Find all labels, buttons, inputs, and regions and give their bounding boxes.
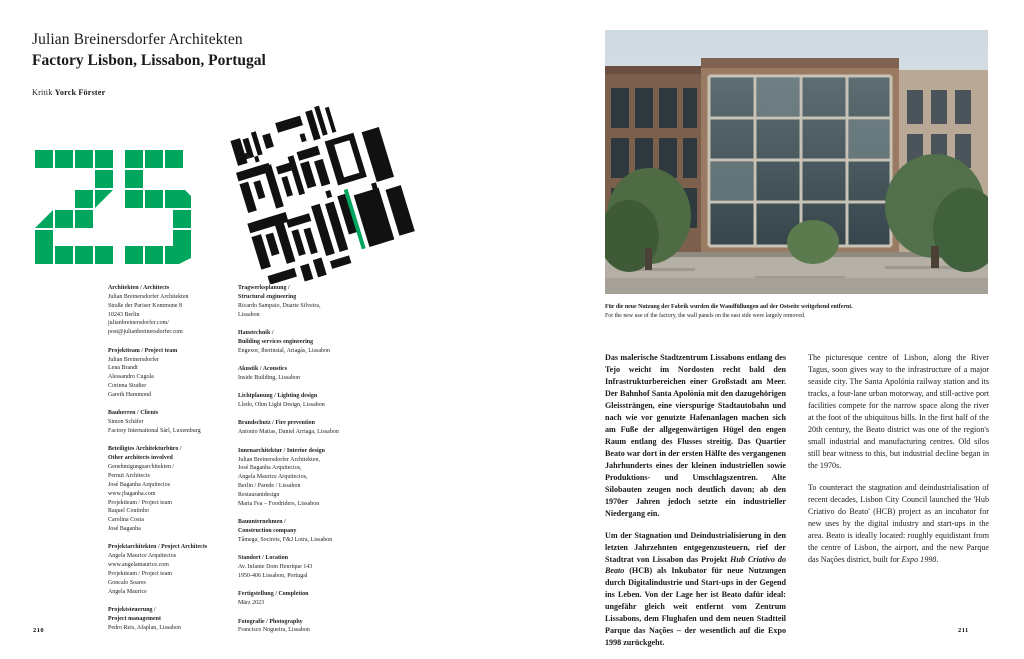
credit-group [108, 409, 220, 436]
credit-line: Lena Brandt [108, 365, 138, 372]
credit-line: Projektteam / Project team [108, 499, 172, 506]
credit-line: Corinna Studier [108, 383, 147, 390]
expo-italic-en: Expo 1998 [901, 554, 937, 564]
credit-group [238, 618, 350, 636]
credit-line: José Baganha Arquitectos [108, 481, 171, 488]
credit-heading: Other architects involved [108, 455, 173, 462]
credit-line: Angela Maurice Arquitectos [108, 553, 177, 560]
credit-line: Marta Fea – Foodriders, Lissabon [238, 500, 320, 507]
credit-heading: Akustik / Acoustics [238, 366, 288, 373]
page-number-left: 210 [33, 627, 45, 634]
title-block [32, 30, 452, 97]
paragraph-en-2 [808, 482, 989, 566]
credit-line: Julian Breinersdorfer Architekten [108, 293, 189, 300]
credit-line: Julian Breinersdorfer [108, 356, 159, 363]
credit-line: Lissabon [238, 311, 260, 318]
credit-line: Permit Architects [108, 472, 150, 479]
paragraph-en-2-part-b: . [936, 554, 939, 564]
critic-name: Yorck Förster [54, 87, 106, 97]
credit-heading: Lichtplanung / Lighting design [238, 393, 318, 400]
credit-line: Raquel Coutinho [108, 508, 149, 515]
credits-column-1 [108, 284, 220, 642]
site-plan-diagram [222, 104, 427, 284]
credit-group [238, 518, 350, 545]
architect-name: Julian Breinersdorfer Architekten [32, 31, 243, 48]
credit-line: www.jbaganha.com [108, 490, 156, 497]
text-column-en [808, 352, 989, 575]
credit-line: Goncalo Soares [108, 579, 146, 586]
credit-line: Tâmega, Socireis, F&J Lotra, Lissabon [238, 536, 333, 543]
credit-line: José Baganha Arquitectos, [238, 465, 302, 472]
credit-heading: Innenarchitektur / Interior design [238, 447, 325, 454]
text-column-de [605, 352, 786, 659]
credit-group [238, 392, 350, 410]
paragraph-de-2-part-a: Um der Stagnation und Deindustrialisierung in den letzten Jahrzehnten entgegenzusteuern, rief der Stadtrat von Lissabon das Projekt [605, 530, 786, 564]
critic-label: Kritik [32, 87, 53, 97]
credit-line: Antonio Matias, Daniel Arriaga, Lissabon [238, 429, 339, 436]
credit-group [108, 606, 220, 633]
credit-heading: Projektsteuerung / [108, 607, 156, 614]
credit-line: 10243 Berlin [108, 311, 140, 318]
credits-block [108, 284, 448, 645]
credit-line: Angela Maurice [108, 588, 147, 595]
paragraph-en-1: The picturesque centre of Lisbon, along the River Tagus, soon gives way to the infrastructure of a major seaside city. The Santa Apolónia railway station and its tracks, a four-lane urban motorway, and still-active port facilities compete for the narrow space along the river at the foot of the ubiquitous hills. In the first half of the 20th century, the Beato district was one of the region's small industrial and manufacturing centres. Old silos still bear witness to this, but industrial decline began in the 1970s. [808, 353, 989, 470]
credit-heading: Building services engineering [238, 338, 314, 345]
credit-heading: Tragwerksplanung / [238, 285, 290, 291]
credit-group [238, 554, 350, 581]
credit-line: Straße der Pariser Kommune 8 [108, 302, 183, 309]
credit-heading: Haustechnik / [238, 329, 274, 336]
credit-line: Gareth Hammond [108, 391, 152, 398]
credit-heading: Projektteam / Project team [108, 347, 178, 354]
credit-line: Carolina Costa [108, 517, 144, 524]
paragraph-de-2-part-b: (HCB) als Inkubator für neue Nutzungen durch Digitalindustrie und Start-ups in der Gegend ins Leben. Von der Lage her ist Beato dafür ideal: ungefähr gleich weit entfernt vom Zentrum Lissabons, dem Flughafen und dem neuen Stadtteil Parque das Nações – der wesentlich auf die Expo 1998 zurückgeht. [605, 566, 786, 648]
credit-heading: Construction company [238, 528, 297, 535]
project-name-italic-de: Hub Criativo do Beato [605, 554, 786, 576]
credit-heading: Beteiligtes Architekturbüro / [108, 446, 182, 453]
issue-number-graphic [33, 148, 193, 266]
credit-line: Inside Building, Lissabon [238, 374, 300, 381]
credit-group [238, 329, 350, 356]
credits-column-2 [238, 284, 350, 645]
paragraph-en-2-part-a: To counteract the stagnation and deindustrialisation of recent decades, Lisbon City Council launched the 'Hub Criativo do Beato' (HCB) project as an incubator for new uses by the digital industry and start-ups in the area. Beato is ideally located: roughly equidistant from the centre of Lisbon, the airport, and the new Parque das Nações district, built for [808, 482, 989, 564]
right-page [512, 0, 1024, 652]
project-photograph [605, 30, 988, 294]
credit-heading: Fotografie / Photography [238, 618, 303, 625]
paragraph-de-2 [605, 530, 786, 650]
left-page [0, 0, 512, 652]
page-number-right: 211 [958, 627, 969, 634]
credit-group [238, 419, 350, 437]
credit-heading: Brandschutz / Fire prevention [238, 420, 315, 427]
credit-group [108, 347, 220, 400]
credit-group [238, 447, 350, 509]
credit-line: Francisco Nogueira, Lissabon [238, 627, 310, 634]
credit-heading: Fertigstellung / Completion [238, 591, 309, 598]
credit-heading: Structural engineering [238, 293, 297, 300]
credit-line: Pedro Reis, Afaplan, Lissabon [108, 624, 181, 631]
credit-heading: Projektarchitekten / Project Architects [108, 544, 208, 551]
credit-heading: Project management [108, 616, 161, 622]
caption-de: Für die neue Nutzung der Fabrik wurden die Wandfüllungen auf der Ostseite weitgehend entfernt. [605, 304, 853, 310]
credit-group [108, 284, 220, 337]
credit-group [108, 445, 220, 534]
paragraph-de-1: Das malerische Stadtzentrum Lissabons entlang des Tejo weicht im Nordosten recht bald den Infrastrukturbereichen einer Großstadt am Meer. Der Bahnhof Santa Apolónia mit den dazugehörigen Gleissträngen, eine vierspurige Stadtautobahn und nach wie vor genutzte Hafenanlagen machen sich am Fuße der allgegenwärtigen Hügel den engen Raum entlang des Flusses streitig. Das Quartier Beato war dort in der ersten Hälfte des vergangenen Jahrhunderts eines der kleinen industriellen sowie Produktions- und Umschlagszentren. Alte Silobauten zeugen noch deutlich davon; ab den 1970er Jahren jedoch setzte ein industrieller Niedergang ein. [605, 353, 786, 518]
credit-line: März 2023 [238, 600, 265, 607]
credit-line: Simon Schäfer [108, 419, 144, 426]
credit-line: Alessandro Cugola [108, 374, 154, 381]
credit-line: Angela Maurice Arquitectos, [238, 474, 308, 481]
credit-line: José Baganha [108, 526, 141, 533]
credit-heading: Architekten / Architects [108, 285, 170, 291]
credit-line: julianbreinersdorfer.com/ [108, 320, 169, 327]
credit-line: Engexor, Iberinstal, Ariagás, Lissabon [238, 347, 330, 354]
page-title: Factory Lisbon, Lissabon, Portugal [32, 51, 266, 69]
credit-line: Factory International Sàrl, Luxemburg [108, 428, 201, 435]
credit-group [238, 590, 350, 608]
credit-line: 1950-406 Lissabon, Portugal [238, 572, 308, 579]
credit-heading: Standort / Location [238, 555, 289, 562]
credit-heading: Bauherren / Clients [108, 410, 159, 417]
credit-line: Av. Infante Dom Henrique 143 [238, 564, 313, 571]
credit-line: post@julianbreinersdorfer.com [108, 329, 183, 336]
credit-heading: Bauunternehmen / [238, 519, 286, 526]
credit-group [238, 284, 350, 319]
credit-line: Ricardo Sampaio, Duarte Silveira, [238, 302, 321, 309]
credit-group [108, 543, 220, 596]
credit-line: Genehmigungsarchitekten / [108, 464, 175, 471]
credit-group [238, 365, 350, 383]
credit-line: Lledo, Ohm Light Design, Lissabon [238, 402, 325, 409]
critic-byline [32, 88, 452, 97]
credit-line: www.angelamaurice.com [108, 562, 169, 569]
article-body [605, 352, 990, 659]
photo-caption [605, 303, 988, 321]
credit-line: Berlin / Parede / Lissabon [238, 483, 301, 490]
credit-line: Restaurantdesign [238, 491, 280, 498]
credit-line: Julian Breinersdorfer Architekten, [238, 456, 321, 463]
caption-en: For the new use of the factory, the wall panels on the east side were largely removed. [605, 313, 806, 320]
credit-line: Projektteam / Project team [108, 571, 172, 578]
